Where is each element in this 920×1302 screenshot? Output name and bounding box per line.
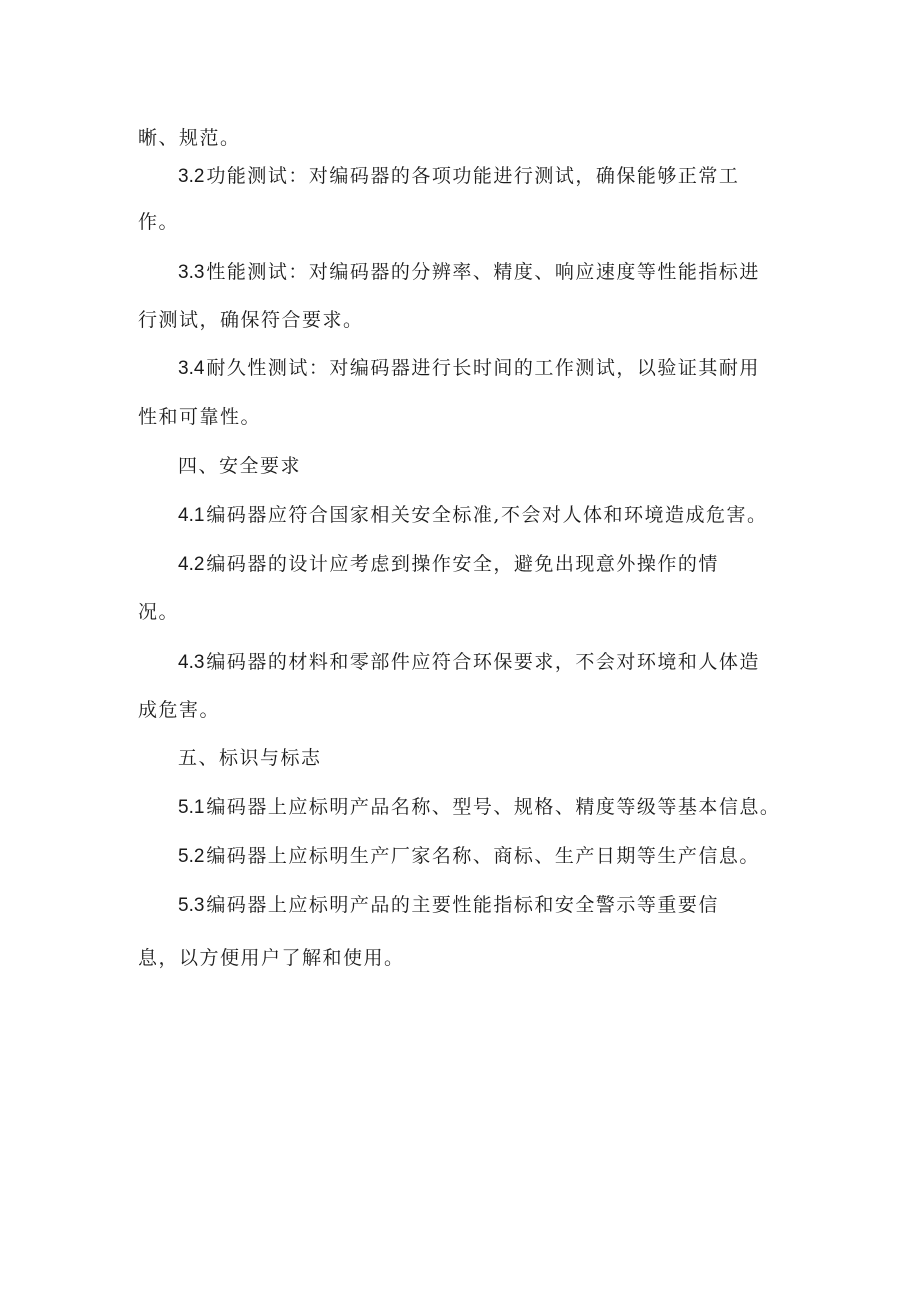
paragraph-line — [138, 126, 241, 150]
paragraph-line — [138, 210, 179, 234]
paragraph-line — [178, 650, 760, 675]
paragraph-line — [178, 552, 719, 577]
section-number: 3.3 — [178, 262, 205, 283]
paragraph-line — [178, 503, 767, 528]
line-text: 息，以方便用户了解和使用。 — [138, 947, 405, 969]
paragraph-line — [178, 260, 760, 285]
line-text: 五、标识与标志 — [178, 747, 322, 769]
paragraph-line — [138, 698, 220, 722]
section-heading — [178, 746, 322, 770]
line-text: 行测试，确保符合要求。 — [138, 309, 364, 331]
line-text: 晰、规范。 — [138, 127, 241, 149]
line-text: 编码器上应标明产品名称、型号、规格、精度等级等基本信息。 — [206, 796, 781, 818]
section-number: 3.2 — [178, 166, 205, 187]
line-text: 编码器上应标明生产厂家名称、商标、生产日期等生产信息。 — [206, 845, 760, 867]
paragraph-line — [138, 308, 364, 332]
line-text: 性和可靠性。 — [138, 406, 262, 428]
line-text: 成危害。 — [138, 699, 221, 721]
paragraph-line — [178, 356, 760, 381]
paragraph-line — [178, 164, 739, 189]
paragraph-line — [178, 795, 780, 820]
paragraph-line — [178, 844, 760, 869]
line-text: 耐久性测试：对编码器进行长时间的工作测试，以验证其耐用 — [206, 357, 760, 379]
line-text: 四、安全要求 — [178, 455, 302, 477]
section-number: 4.2 — [178, 554, 205, 575]
line-text: 编码器上应标明产品的主要性能指标和安全警示等重要信 — [206, 894, 719, 916]
paragraph-line — [138, 946, 405, 970]
section-heading — [178, 454, 301, 478]
line-text: 功能测试：对编码器的各项功能进行测试，确保能够正常工 — [206, 165, 740, 187]
paragraph-line — [138, 600, 179, 624]
section-number: 4.1 — [178, 505, 205, 526]
section-number: 5.2 — [178, 846, 205, 867]
paragraph-line — [178, 893, 719, 918]
paragraph-line — [138, 405, 261, 429]
section-number: 5.1 — [178, 797, 205, 818]
line-text: 况。 — [138, 601, 180, 623]
line-text: 编码器应符合国家相关安全标准,不会对人体和环境造成危害。 — [206, 504, 768, 526]
section-number: 5.3 — [178, 895, 205, 916]
line-text: 编码器的材料和零部件应符合环保要求，不会对环境和人体造 — [206, 651, 760, 673]
section-number: 3.4 — [178, 358, 205, 379]
line-text: 性能测试：对编码器的分辨率、精度、响应速度等性能指标进 — [206, 261, 760, 283]
section-number: 4.3 — [178, 652, 205, 673]
line-text: 编码器的设计应考虑到操作安全，避免出现意外操作的情 — [206, 553, 719, 575]
line-text: 作。 — [138, 211, 180, 233]
